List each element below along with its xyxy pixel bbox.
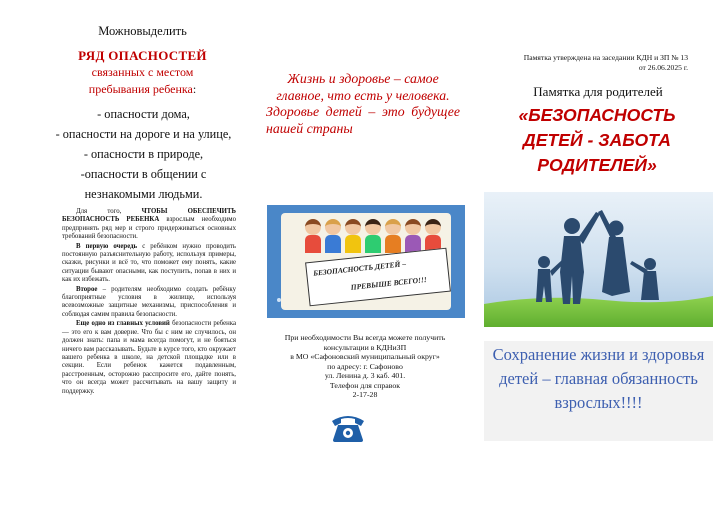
right-panel [480, 0, 721, 510]
p2-body: с ребёнком нужно проводить постоянную разъяснительную работу, используя примеры, сказки, рисунки и всё то, что поможет ему понять, какие ситуации бывают опасными, как поступить, попав в них и как их избежать. [62, 242, 236, 284]
family-silhouette-image [484, 192, 713, 327]
dangers-title: РЯД ОПАСНОСТЕЙ [78, 48, 207, 63]
banner-frame [281, 213, 451, 310]
article-paragraph [62, 243, 236, 285]
approval-line-1: Памятка утверждена на заседании КДН и ЗП № 13 [523, 53, 688, 62]
left-header [60, 24, 225, 98]
article-paragraph [62, 320, 236, 396]
approval-line-2: от 26.06.2025 г. [638, 62, 688, 72]
p1-bold: ЧТОБЫ ОБЕСПЕЧИТЬ БЕЗОПАСНОСТЬ РЕБЕНКА [62, 208, 236, 224]
subtitle-colon: : [192, 82, 197, 96]
quote-line-2: Здоровье детей – это будущее нашей страны [266, 104, 460, 136]
danger-item: - опасности дома, [97, 107, 190, 121]
title-line-2: ДЕТЕЙ - ЗАБОТА [523, 130, 671, 150]
danger-item: - опасности на дороге и на улице, [55, 127, 232, 141]
title-line-1: «БЕЗОПАСНОСТЬ [518, 105, 676, 125]
banner-line-1: БЕЗОПАСНОСТЬ ДЕТЕЙ – [312, 259, 407, 278]
article-paragraph [62, 286, 236, 320]
health-quote [266, 71, 460, 137]
left-panel [0, 0, 262, 510]
approval-note [488, 53, 688, 72]
danger-list [46, 104, 241, 204]
p3-bold: Второе [76, 285, 98, 293]
contact-line: консультации в КДНиЗП [323, 342, 407, 352]
danger-item: -опасности в общении с незнакомыми людьми. [80, 167, 207, 201]
p1-body: взрослым необходимо предпринять ряд мер и строго придерживаться основных требований безопасности. [62, 216, 236, 241]
p4-bold: Еще одно из главных условий [76, 320, 170, 328]
contact-line: При необходимости Вы всегда можете получить [284, 333, 446, 342]
contact-line: ул. Ленина д. 3 каб. 401. [324, 371, 406, 380]
middle-panel [262, 0, 480, 510]
telephone-icon [328, 409, 368, 445]
memo-label: Памятка для родителей [533, 84, 663, 99]
contact-info [270, 333, 460, 400]
intro-text: Можновыделить [98, 24, 187, 38]
dangers-subtitle [60, 64, 225, 98]
contact-line: в МО «Сафоновский муниципальный округ» [290, 352, 440, 361]
p2-bold: В первую очередь [76, 242, 138, 250]
main-title [488, 103, 706, 178]
contact-line: Телефон для справок [329, 380, 401, 390]
p3-body: – родителям необходимо создать ребёнку благоприятные условия в жилище, используя всевозможные защитные механизмы, приспособления и соблюдая самим правила безопасности. [62, 285, 236, 318]
safety-banner-image [267, 205, 465, 318]
p4-body: безопасности ребенка — это его к вам доверие. Что бы с ним не случилось, он должен знать: папа и мама всегда помогут, и не бояться ничего вам рассказывать. Будьте в курсе того, кто окружает вашего ребенка в школе, на детской площадке или в секции. Если ребенок кажется подавленным, расстроенным, осторожно расспросите его, дайте понять, что он всегда может рассчитывать на вашу защиту и поддержку. [62, 320, 236, 395]
safety-article [62, 208, 236, 397]
quote-line-1: Жизнь и здоровье – самое главное, что есть у человека. [276, 71, 450, 103]
motto-box: Сохранение жизни и здоровья детей – главная обязанность взрослых!!!! [484, 341, 713, 441]
danger-item: - опасности в природе, [83, 147, 204, 161]
title-line-3: РОДИТЕЛЕЙ» [537, 155, 657, 175]
p1-lead: Для того, [76, 208, 122, 215]
contact-line: по адресу: г. Сафоново [327, 361, 403, 371]
subtitle-text: связанных с местом пребывания ребенка [88, 65, 194, 96]
article-paragraph [62, 208, 236, 242]
banner-line-2: ПРЕВЫШЕ ВСЕГО!!! [350, 274, 428, 292]
contact-phone: 2-17-28 [352, 390, 378, 399]
